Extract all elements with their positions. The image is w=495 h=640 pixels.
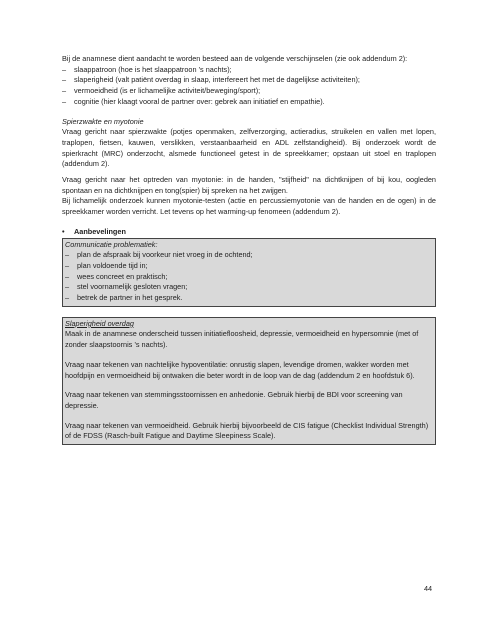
page-number: 44 — [424, 584, 433, 593]
list-item: – plan de afspraak bij voorkeur niet vroeg in de ochtend; — [65, 250, 433, 261]
recommendation-box-communicatie — [62, 238, 436, 307]
bullet-icon: • — [62, 226, 65, 236]
list-item: – cognitie (hier klaagt vooral de partner over: gebrek aan initiatief en empathie). — [62, 97, 436, 108]
list-item: – wees concreet en praktisch; — [65, 272, 433, 283]
paragraph: Vraag naar tekenen van vermoeidheid. Gebruik hierbij bijvoorbeeld de CIS fatigue (Checklist Individual Strength) of de FDSS (Rasch-built Fatigue and Daytime Sleepiness Scale). — [65, 420, 429, 441]
list-item: – slaappatroon (hoe is het slaappatroon ’s nachts); — [62, 65, 436, 76]
paragraph: Vraag naar tekenen van nachtelijke hypoventilatie: onrustig slapen, levendige dromen, wakker worden met hoofdpijn en vermoeidheid bij ontwaken die beter wordt in de loop van de dag (addendum 2 en hoofdstuk 6). — [65, 359, 415, 380]
page-content — [62, 54, 436, 445]
list-item: – betrek de partner in het gesprek. — [65, 293, 433, 304]
box-title: Slaperigheid overdag — [65, 318, 134, 328]
aanbevelingen-heading — [62, 227, 436, 238]
paragraph: Vraag gericht naar het optreden van myotonie: in de handen, "stijfheid" na dichtknijpen of bij kou, oogleden spontaan en na dichtknijpen en tong(spier) bij spreken na het zwijgen. — [62, 175, 436, 195]
list-item: – plan voldoende tijd in; — [65, 261, 433, 272]
paragraph: Vraag naar tekenen van stemmingsstoornissen en anhedonie. Gebruik hierbij de BDI voor screening van depressie. — [65, 390, 403, 410]
intro-list — [62, 65, 436, 108]
list-item: – slaperigheid (valt patiënt overdag in slaap, interfereert het met de dagelijkse activiteiten); — [62, 75, 436, 86]
box-title: Communicatie problematiek: — [65, 239, 158, 249]
recommendation-box-slaperigheid — [62, 317, 436, 445]
intro-paragraph: Bij de anamnese dient aandacht te worden besteed aan de volgende verschijnselen (zie ook addendum 2): — [62, 54, 408, 63]
list-item: – vermoeidheid (is er lichamelijke activiteit/beweging/sport); — [62, 86, 436, 97]
paragraph: Vraag gericht naar spierzwakte (potjes openmaken, zelfverzorging, actieradius, struikelen en vallen met lopen, traplopen, fietsen, kauwen, verslikken, verstaanbaarheid en ADL zelfstandigheid). Bij onderzoek wordt de spierkracht (MRC) onderzocht, alsmede functioneel getest in de spreekkamer; opstaan uit stoel en traplopen (addendum 2). — [62, 127, 436, 169]
paragraph: Bij lichamelijk onderzoek kunnen myotonie-testen (actie en percussiemyotonie van de handen en de ogen) in de spreekkamer worden verricht. Let tevens op het warming-up fenomeen (addendum 2). — [62, 196, 436, 217]
section-title-spierzwakte: Spierzwakte en myotonie — [62, 116, 144, 126]
paragraph: Maak in de anamnese onderscheid tussen initiatiefloosheid, depressie, vermoeidheid en hypersomnie (met of zonder slaapstoornis ’s nachts). — [65, 329, 419, 350]
box-list — [65, 250, 433, 304]
aanbevelingen-title: Aanbevelingen — [74, 226, 126, 236]
list-item: – stel voornamelijk gesloten vragen; — [65, 282, 433, 293]
